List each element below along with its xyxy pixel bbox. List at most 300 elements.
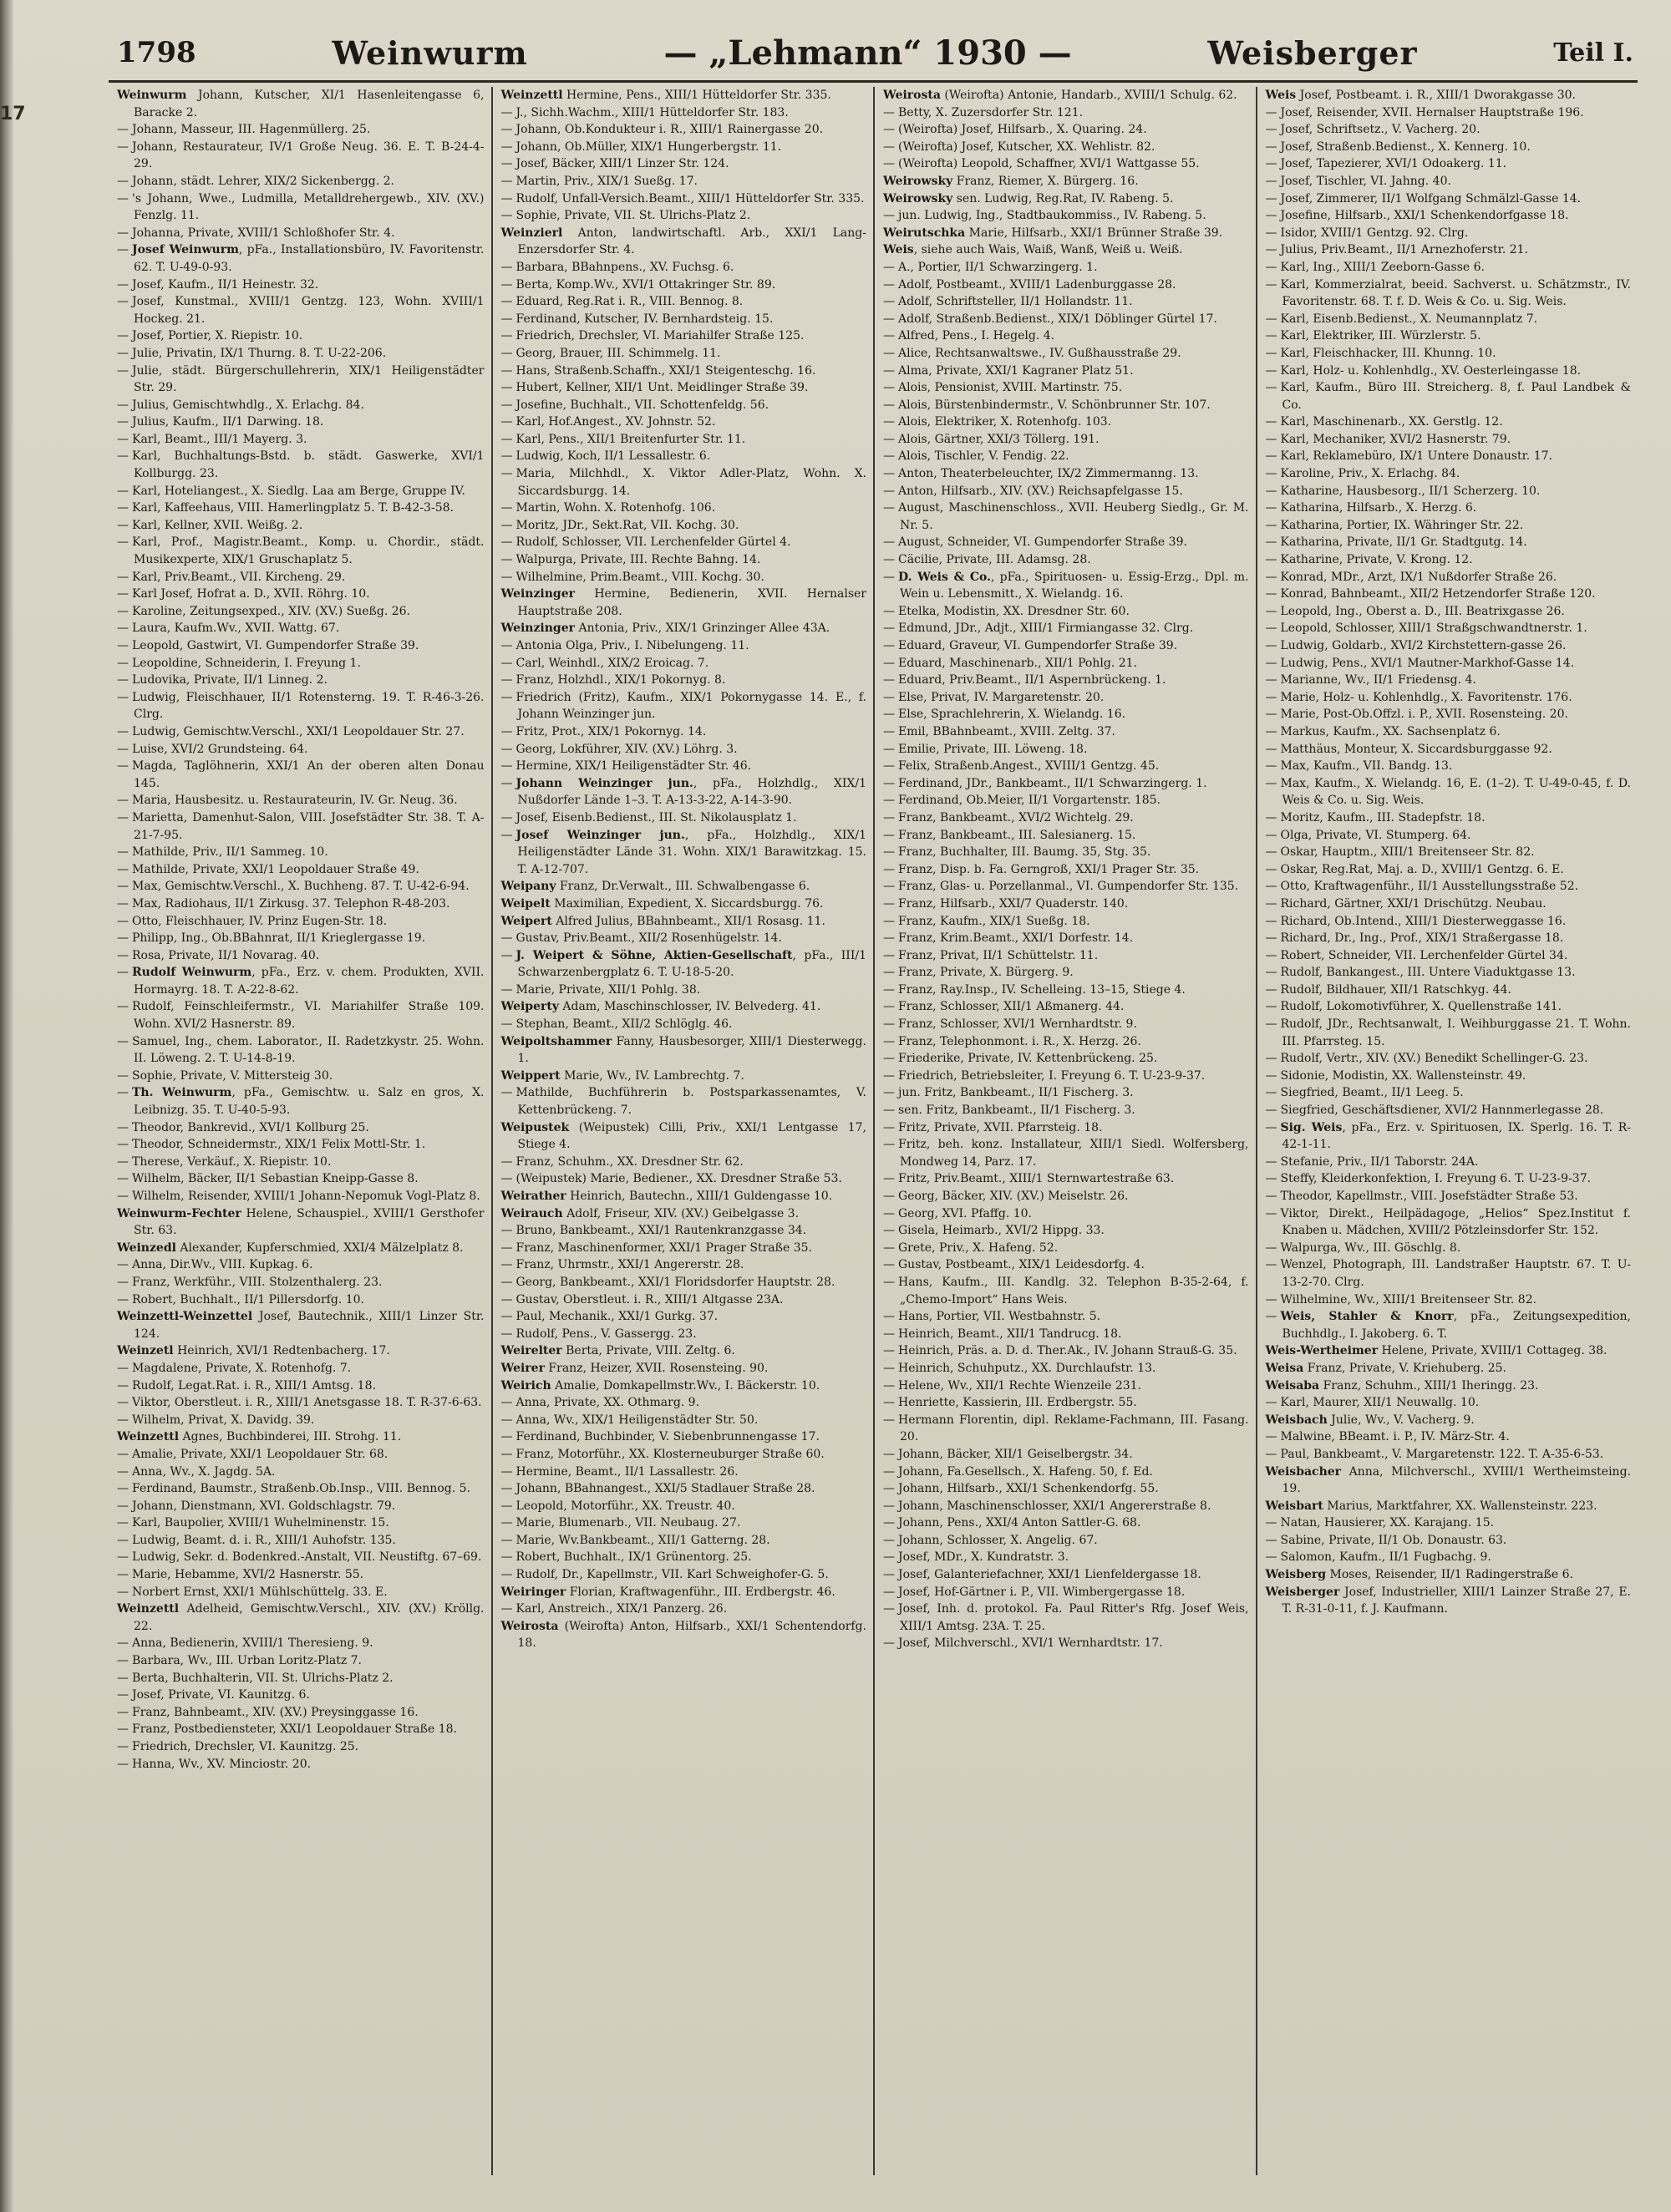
directory-entry xyxy=(117,1549,485,1566)
entry-dash: — xyxy=(883,501,895,515)
directory-entry xyxy=(883,155,1249,173)
entry-text: Sidonie, Modistin, XX. Wallensteinstr. 49. xyxy=(1280,1068,1526,1083)
directory-entry xyxy=(883,121,1249,139)
directory-entry xyxy=(117,1377,485,1395)
entry-dash: — xyxy=(117,398,129,412)
directory-entry xyxy=(501,431,867,449)
entry-dash: — xyxy=(117,1671,129,1685)
directory-entry xyxy=(1266,139,1632,156)
entry-text: Siegfried, Geschäftsdiener, XVI/2 Hannmerlegasse 28. xyxy=(1280,1103,1604,1118)
entry-dash: — xyxy=(1265,1190,1277,1203)
directory-entry xyxy=(883,1446,1249,1464)
entry-dash: — xyxy=(117,501,129,515)
directory-entry xyxy=(1266,964,1632,982)
entry-text: , pFa., Installationsbüro, IV. Favoritenstr. 62. T. U-49-0-93. xyxy=(134,243,485,274)
directory-entry xyxy=(117,637,485,655)
entry-dash: — xyxy=(500,467,513,481)
directory-entry xyxy=(117,844,485,861)
directory-entry xyxy=(501,1566,867,1584)
entry-heading: Th. Weinwurm xyxy=(132,1086,232,1100)
directory-entry xyxy=(1266,569,1632,586)
directory-entry xyxy=(501,998,867,1016)
directory-entry xyxy=(117,534,485,568)
entry-dash: — xyxy=(117,1120,129,1134)
entry-heading: Weirauch xyxy=(500,1206,563,1220)
directory-entry xyxy=(1266,311,1632,328)
directory-entry xyxy=(1266,655,1632,672)
directory-entry xyxy=(883,1170,1249,1188)
entry-text: Rudolf, Legat.Rat. i. R., XIII/1 Amtsg. 18. xyxy=(132,1378,376,1393)
directory-entry xyxy=(883,1394,1249,1412)
entry-text: Sophie, Private, VII. St. Ulrichs-Platz 2. xyxy=(516,209,751,223)
entry-dash: — xyxy=(500,639,513,652)
entry-dash: — xyxy=(883,1499,895,1513)
entry-dash: — xyxy=(117,742,129,756)
entry-heading: Weipany xyxy=(500,880,556,894)
entry-dash: — xyxy=(500,157,513,171)
directory-entry xyxy=(117,1154,485,1171)
entry-text: Josefine, Hilfsarb., XXI/1 Schenkendorfgasse 18. xyxy=(1280,209,1569,223)
entry-text: Amalie, Domkapellmstr.Wv., I. Bäckerstr. 10. xyxy=(551,1378,820,1393)
directory-entry xyxy=(117,861,485,879)
directory-entry xyxy=(117,1068,485,1085)
entry-text: Stefanie, Priv., II/1 Taborstr. 24A. xyxy=(1280,1154,1479,1169)
entry-dash: — xyxy=(500,759,513,774)
entry-text: Karl, Kellner, XVII. Weißg. 2. xyxy=(132,518,303,532)
entry-heading: Weirosta xyxy=(500,1619,559,1633)
directory-entry xyxy=(883,792,1249,809)
directory-column-4 xyxy=(1256,87,1638,2175)
directory-entry xyxy=(501,775,867,809)
directory-entry xyxy=(117,1687,485,1704)
entry-text: Julius, Kaufm., II/1 Darwing. 18. xyxy=(132,415,324,429)
entry-text: Hans, Straßenb.Schaffn., XXI/1 Steigenteschg. 16. xyxy=(516,363,816,378)
entry-dash: — xyxy=(117,1275,129,1289)
entry-text: Marietta, Damenhut-Salon, VIII. Josefstädter Str. 38. T. A-21-7-95. xyxy=(132,810,485,842)
entry-text: Marie, Post-Ob.Offzl. i. P., XVII. Rosensteing. 20. xyxy=(1280,708,1568,722)
directory-entry xyxy=(501,1326,867,1343)
directory-entry xyxy=(883,1464,1249,1481)
entry-text: jun. Ludwig, Ing., Stadtbaukommiss., IV. Rabeng. 5. xyxy=(898,209,1206,223)
entry-dash: — xyxy=(1265,449,1277,464)
entry-dash: — xyxy=(117,1688,129,1702)
entry-dash: — xyxy=(1265,157,1277,171)
entry-text: Katharina, Hilfsarb., X. Herzg. 6. xyxy=(1280,501,1477,515)
entry-heading: Weinzedl xyxy=(117,1240,176,1255)
directory-entry xyxy=(501,620,867,637)
entry-text: Johann, Ob.Müller, XIX/1 Hungerbergstr. 11. xyxy=(516,140,782,154)
entry-dash: — xyxy=(1265,639,1277,652)
entry-text: Johann, Restaurateur, IV/1 Große Neug. 36. E. T. B-24-4-29. xyxy=(132,140,485,171)
entry-text: Luise, XVI/2 Grundsteing. 64. xyxy=(132,742,308,756)
directory-entry xyxy=(883,620,1249,637)
entry-dash: — xyxy=(500,1516,513,1530)
entry-dash: — xyxy=(117,931,129,946)
entry-text: Johann, Schlosser, X. Angelig. 67. xyxy=(898,1533,1098,1547)
entry-dash: — xyxy=(117,1068,129,1083)
entry-text: Barbara, Wv., III. Urban Loritz-Platz 7. xyxy=(132,1654,363,1668)
entry-text: Josef, Tischler, VI. Jahng. 40. xyxy=(1280,174,1451,188)
entry-heading: Weinzettl xyxy=(500,89,563,102)
directory-entry xyxy=(501,586,867,620)
entry-text: Franz, Bankbeamt., III. Salesianerg. 15. xyxy=(898,828,1136,842)
entry-text: Gustav, Priv.Beamt., XII/2 Rosenhügelstr. 14. xyxy=(516,931,782,946)
entry-dash: — xyxy=(500,1240,513,1255)
entry-dash: — xyxy=(1265,1447,1277,1461)
directory-entry xyxy=(883,551,1249,569)
entry-text: Josef, Portier, X. Riepistr. 10. xyxy=(132,329,303,343)
directory-entry xyxy=(1266,1446,1632,1464)
entry-dash: — xyxy=(883,123,895,137)
entry-text: Marie, Holz- u. Kohlenhdlg., X. Favoritenstr. 176. xyxy=(1280,690,1572,704)
directory-entry xyxy=(117,930,485,947)
entry-text: Konrad, Bahnbeamt., XII/2 Hetzendorfer Straße 120. xyxy=(1280,587,1596,601)
entry-text: Franz, Schlosser, XVI/1 Wernhardtstr. 9. xyxy=(898,1017,1137,1032)
directory-entry xyxy=(117,913,485,931)
entry-dash: — xyxy=(883,794,895,808)
directory-entry xyxy=(501,448,867,465)
entry-text: Eduard, Priv.Beamt., II/1 Aspernbrückeng. 1. xyxy=(898,673,1166,687)
entry-dash: — xyxy=(883,1447,895,1461)
directory-columns xyxy=(109,87,1638,2175)
entry-dash: — xyxy=(117,1499,129,1513)
header-last-entry: Weisberger xyxy=(1207,33,1418,72)
entry-text: Malwine, BBeamt. i. P., IV. März-Str. 4. xyxy=(1280,1430,1510,1444)
directory-entry xyxy=(501,104,867,122)
entry-text: Stephan, Beamt., XII/2 Schlöglg. 46. xyxy=(516,1017,733,1032)
directory-entry xyxy=(117,448,485,482)
directory-entry xyxy=(883,483,1249,500)
entry-text: Karl, Beamt., III/1 Mayerg. 3. xyxy=(132,432,307,446)
directory-entry xyxy=(883,1566,1249,1584)
entry-dash: — xyxy=(500,535,513,550)
entry-dash: — xyxy=(500,140,513,154)
directory-entry xyxy=(117,998,485,1032)
entry-text: Oskar, Reg.Rat, Maj. a. D., XVIII/1 Gentzg. 6. E. xyxy=(1280,862,1564,876)
directory-entry xyxy=(501,723,867,741)
entry-text: (Weirofta) Josef, Hilfsarb., X. Quaring. 24. xyxy=(898,123,1147,137)
entry-dash: — xyxy=(1265,1206,1277,1220)
directory-entry xyxy=(1266,241,1632,259)
entry-text: Heinrich, Bautechn., XIII/1 Guldengasse 10. xyxy=(566,1190,833,1203)
directory-entry xyxy=(117,121,485,139)
entry-dash: — xyxy=(883,1636,895,1651)
entry-text: , pFa., Zeitungsexpedition, Buchhdlg., I. Jakoberg. 6. T. xyxy=(1282,1310,1631,1341)
entry-text: Rudolf, Lokomotivführer, X. Quellenstraße 141. xyxy=(1280,1000,1562,1014)
header-rule xyxy=(109,80,1638,83)
directory-column-3 xyxy=(873,87,1256,2175)
entry-dash: — xyxy=(883,105,895,119)
directory-entry xyxy=(117,603,485,621)
entry-text: Konrad, MDr., Arzt, IX/1 Nußdorfer Straße 26. xyxy=(1280,570,1557,584)
entry-dash: — xyxy=(500,295,513,309)
directory-entry xyxy=(883,1274,1249,1308)
directory-entry xyxy=(117,758,485,792)
entry-text: Johann, Dienstmann, XVI. Goldschlagstr. 79. xyxy=(132,1499,396,1513)
entry-text: (Weirofta) Leopold, Schaffner, XVI/1 Wattgasse 55. xyxy=(898,157,1200,171)
directory-entry xyxy=(117,327,485,345)
entry-text: Johann, Maschinenschlosser, XXI/1 Angererstraße 8. xyxy=(898,1499,1211,1513)
entry-dash: — xyxy=(117,1378,129,1393)
directory-entry xyxy=(1266,345,1632,363)
entry-text: Franz, Private, V. Kriehuberg. 25. xyxy=(1303,1361,1506,1375)
entry-text: Karl, Kaffeehaus, VIII. Hamerlingplatz 5. T. B-42-3-58. xyxy=(132,501,454,515)
directory-entry xyxy=(501,1532,867,1550)
entry-text: Ferdinand, Buchbinder, V. Siebenbrunnengasse 17. xyxy=(516,1430,820,1444)
directory-entry xyxy=(883,655,1249,672)
directory-entry xyxy=(117,1756,485,1773)
entry-text: Ludwig, Sekr. d. Bodenkred.-Anstalt, VII. Neustiftg. 67–69. xyxy=(132,1550,482,1565)
entry-text: Cäcilie, Private, III. Adamsg. 28. xyxy=(898,553,1091,567)
directory-entry xyxy=(117,293,485,327)
entry-text: Therese, Verkäuf., X. Riepistr. 10. xyxy=(132,1154,332,1169)
entry-dash: — xyxy=(117,587,129,601)
entry-dash: — xyxy=(500,776,513,790)
entry-dash: — xyxy=(117,295,129,309)
entry-text: Karl, Pens., XII/1 Breitenfurter Str. 11. xyxy=(516,432,746,446)
directory-entry xyxy=(117,431,485,449)
entry-dash: — xyxy=(883,1258,895,1272)
entry-text: Wilhelmine, Wv., XIII/1 Breitenseer Str. 82. xyxy=(1280,1292,1537,1306)
directory-entry xyxy=(1266,775,1632,809)
entry-text: Alois, Bürstenbindermstr., V. Schönbrunner Str. 107. xyxy=(898,398,1211,412)
directory-entry xyxy=(501,827,867,879)
directory-entry xyxy=(117,241,485,276)
entry-dash: — xyxy=(500,105,513,119)
directory-entry xyxy=(883,998,1249,1016)
entry-text: Berta, Komp.Wv., XVI/1 Ottakringer Str. 89. xyxy=(516,277,776,292)
entry-text: Alexander, Kupferschmied, XXI/4 Mälzelplatz 8. xyxy=(175,1240,464,1255)
directory-entry xyxy=(501,363,867,380)
entry-text: Heinrich, Präs. a. D. d. Ther.Ak., IV. Johann Strauß-G. 35. xyxy=(898,1344,1237,1358)
directory-entry xyxy=(883,1033,1249,1051)
entry-dash: — xyxy=(883,1378,895,1393)
entry-dash: — xyxy=(1265,140,1277,154)
entry-dash: — xyxy=(117,845,129,860)
entry-dash: — xyxy=(1265,1550,1277,1565)
entry-dash: — xyxy=(117,415,129,429)
entry-text: Mathilde, Priv., II/1 Sammeg. 10. xyxy=(132,845,328,860)
directory-entry xyxy=(1266,1412,1632,1429)
entry-dash: — xyxy=(117,914,129,928)
entry-dash: — xyxy=(883,312,895,326)
directory-entry xyxy=(1266,363,1632,380)
entry-heading: J. Weipert & Söhne, Aktien-Gesellschaft xyxy=(516,948,793,962)
directory-entry xyxy=(1266,413,1632,431)
entry-text: Maximilian, Expedient, X. Siccardsburgg. 76. xyxy=(550,896,824,911)
entry-dash: — xyxy=(500,1292,513,1306)
entry-text: Josef, Milchverschl., XVI/1 Wernhardtstr. 17. xyxy=(898,1636,1163,1651)
directory-entry xyxy=(117,1738,485,1756)
entry-text: Philipp, Ing., Ob.BBahnrat, II/1 Krieglergasse 19. xyxy=(132,931,426,946)
entry-text: Laura, Kaufm.Wv., XVII. Wattg. 67. xyxy=(132,621,340,636)
entry-dash: — xyxy=(500,501,513,515)
entry-text: Alice, Rechtsanwaltswe., IV. Gußhausstraße 29. xyxy=(898,346,1181,360)
directory-entry xyxy=(1266,1016,1632,1050)
directory-entry xyxy=(501,534,867,551)
entry-text: sen. Fritz, Bankbeamt., II/1 Fischerg. 3. xyxy=(898,1103,1135,1118)
entry-text: Julie, Wv., V. Vacherg. 9. xyxy=(1327,1413,1475,1427)
entry-dash: — xyxy=(117,604,129,618)
entry-heading: Weipustek xyxy=(500,1120,570,1134)
directory-entry xyxy=(883,327,1249,345)
entry-dash: — xyxy=(883,1206,895,1220)
entry-text: Hermann Florentin, dipl. Reklame-Fachmann, III. Fasang. 20. xyxy=(898,1413,1249,1444)
directory-entry xyxy=(117,1601,485,1635)
entry-text: Leopoldine, Schneiderin, I. Freyung 1. xyxy=(132,656,361,670)
entry-text: Ludwig, Fleischhauer, II/1 Rotensterng. 19. T. R-46-3-26. Clrg. xyxy=(132,690,485,722)
entry-text: Franz, Heizer, XVII. Rosensteing. 90. xyxy=(544,1361,769,1375)
entry-text: Moritz, Kaufm., III. Stadepfstr. 18. xyxy=(1280,810,1486,824)
directory-entry xyxy=(1266,723,1632,741)
entry-heading: Weipert xyxy=(500,914,552,928)
directory-entry xyxy=(883,809,1249,827)
directory-entry xyxy=(883,397,1249,414)
entry-heading: Weirelter xyxy=(500,1344,562,1358)
entry-dash: — xyxy=(883,1240,895,1255)
entry-text: Ferdinand, Ob.Meier, II/1 Vorgartenstr. 185. xyxy=(898,794,1161,808)
directory-entry xyxy=(883,1601,1249,1635)
directory-entry xyxy=(501,1412,867,1429)
directory-entry xyxy=(883,379,1249,397)
entry-dash: — xyxy=(117,690,129,704)
directory-entry xyxy=(1266,259,1632,276)
directory-entry xyxy=(501,379,867,397)
entry-heading: Weisbart xyxy=(1265,1499,1323,1513)
entry-text: Else, Sprachlehrerin, X. Wielandg. 16. xyxy=(898,708,1126,722)
entry-text: Heinrich, Schuhputz., XX. Durchlaufstr. 13. xyxy=(898,1361,1156,1375)
entry-dash: — xyxy=(883,449,895,464)
entry-text: Johann, Pens., XXI/4 Anton Sattler-G. 68. xyxy=(898,1516,1141,1530)
entry-dash: — xyxy=(500,1327,513,1341)
entry-dash: — xyxy=(883,1482,895,1496)
directory-entry xyxy=(1266,104,1632,122)
directory-entry xyxy=(883,190,1249,208)
entry-dash: — xyxy=(1265,123,1277,137)
directory-entry xyxy=(117,1480,485,1498)
entry-dash: — xyxy=(883,621,895,636)
directory-entry xyxy=(883,913,1249,931)
entry-dash: — xyxy=(117,639,129,652)
entry-text: Amalie, Private, XXI/1 Leopoldauer Str. 68. xyxy=(132,1447,389,1461)
entry-dash: — xyxy=(883,931,895,946)
directory-entry xyxy=(501,190,867,208)
entry-text: Fanny, Hausbesorger, XIII/1 Diesterwegg. 1. xyxy=(517,1034,866,1066)
directory-entry xyxy=(1266,1360,1632,1377)
entry-text: Berta, Buchhalterin, VII. St. Ulrichs-Platz 2. xyxy=(132,1671,394,1685)
entry-text: Josef, Reisender, XVII. Hernalser Hauptstraße 196. xyxy=(1280,105,1584,119)
directory-entry xyxy=(1266,448,1632,465)
directory-entry xyxy=(883,1102,1249,1119)
entry-heading: Weiringer xyxy=(500,1585,566,1599)
directory-entry xyxy=(883,758,1249,775)
directory-entry xyxy=(501,1068,867,1085)
entry-text: Bruno, Bankbeamt., XXI/1 Rautenkranzgasse 34. xyxy=(516,1224,807,1238)
directory-entry xyxy=(883,1068,1249,1085)
directory-entry xyxy=(883,1205,1249,1223)
entry-text: Steffy, Kleiderkonfektion, I. Freyung 6. T. U-23-9-37. xyxy=(1280,1172,1592,1186)
page-number: 1798 xyxy=(117,36,196,69)
entry-dash: — xyxy=(883,828,895,842)
entry-text: Marianne, Wv., II/1 Friedensg. 4. xyxy=(1280,673,1476,687)
entry-text: Antonia, Priv., XIX/1 Grinzinger Allee 43A. xyxy=(575,621,830,636)
directory-entry xyxy=(1266,1549,1632,1566)
entry-dash: — xyxy=(117,1722,129,1737)
entry-text: Katharina, Private, II/1 Gr. Stadtgutg. 14. xyxy=(1280,535,1527,550)
page-header xyxy=(117,30,1633,75)
entry-dash: — xyxy=(1265,1103,1277,1118)
entry-text: Katharine, Hausbesorg., II/1 Scherzerg. 10. xyxy=(1280,484,1541,498)
entry-heading: Weisberg xyxy=(1265,1568,1327,1582)
directory-entry xyxy=(117,1256,485,1274)
directory-entry xyxy=(501,672,867,689)
entry-dash: — xyxy=(1265,467,1277,481)
entry-dash: — xyxy=(1265,966,1277,980)
directory-entry xyxy=(501,1240,867,1257)
entry-text: Marie, Wv., IV. Lambrechtg. 7. xyxy=(560,1068,744,1083)
entry-dash: — xyxy=(883,432,895,446)
entry-dash: — xyxy=(117,243,129,257)
entry-text: Isidor, XVIII/1 Gentzg. 92. Clrg. xyxy=(1280,226,1469,240)
entry-text: Johann, städt. Lehrer, XIX/2 Sickenbergg. 2. xyxy=(132,174,394,188)
entry-dash: — xyxy=(500,1413,513,1427)
entry-dash: — xyxy=(883,1190,895,1203)
entry-text: (Weirofta) Anton, Hilfsarb., XXI/1 Schentendorfg. 18. xyxy=(517,1619,866,1651)
directory-entry xyxy=(883,1498,1249,1515)
entry-dash: — xyxy=(1265,501,1277,515)
entry-dash: — xyxy=(1265,862,1277,876)
entry-dash: — xyxy=(500,570,513,584)
directory-entry xyxy=(117,363,485,397)
directory-entry xyxy=(883,603,1249,621)
directory-entry xyxy=(501,225,867,259)
entry-dash: — xyxy=(1265,535,1277,550)
entry-text: Franz, Schlosser, XII/1 Aßmanerg. 44. xyxy=(898,1000,1125,1014)
directory-entry xyxy=(883,1480,1249,1498)
directory-entry xyxy=(117,1360,485,1377)
directory-entry xyxy=(501,930,867,947)
entry-dash: — xyxy=(500,982,513,997)
entry-dash: — xyxy=(883,1086,895,1100)
entry-text: Josef, Kunstmal., XVIII/1 Gentzg. 123, Wohn. XVIII/1 Hockeg. 21. xyxy=(132,295,485,326)
entry-text: Anton, Hilfsarb., XIV. (XV.) Reichsapfelgasse 15. xyxy=(898,484,1183,498)
entry-dash: — xyxy=(1265,1533,1277,1547)
entry-dash: — xyxy=(500,1464,513,1479)
directory-entry xyxy=(501,345,867,363)
directory-entry xyxy=(883,964,1249,982)
entry-text: Otto, Fleischhauer, IV. Prinz Eugen-Str. 18. xyxy=(132,914,388,928)
entry-dash: — xyxy=(1265,708,1277,722)
entry-dash: — xyxy=(1265,845,1277,860)
directory-entry xyxy=(501,569,867,586)
entry-text: Alois, Pensionist, XVIII. Martinstr. 75. xyxy=(898,381,1123,395)
directory-entry xyxy=(1266,1119,1632,1154)
entry-dash: — xyxy=(117,535,129,550)
entry-text: Emilie, Private, III. Löweng. 18. xyxy=(898,742,1088,756)
entry-text: Matthäus, Monteur, X. Siccardsburggasse 92. xyxy=(1280,742,1552,756)
entry-dash: — xyxy=(500,1568,513,1582)
entry-text: Franz, Hilfsarb., XXI/7 Quaderstr. 140. xyxy=(898,896,1129,911)
entry-dash: — xyxy=(1265,1017,1277,1032)
entry-dash: — xyxy=(883,467,895,481)
entry-text: Siegfried, Beamt., II/1 Leeg. 5. xyxy=(1280,1086,1464,1100)
entry-text: Alfred, Pens., I. Hegelg. 4. xyxy=(898,329,1055,343)
entry-heading: Weinzetl xyxy=(117,1344,174,1358)
directory-entry xyxy=(883,345,1249,363)
entry-text: Rudolf, Pens., V. Gassergg. 23. xyxy=(516,1327,697,1341)
directory-entry xyxy=(117,1584,485,1601)
entry-text: Johann, BBahnangest., XXI/5 Stadlauer Straße 28. xyxy=(516,1482,815,1496)
